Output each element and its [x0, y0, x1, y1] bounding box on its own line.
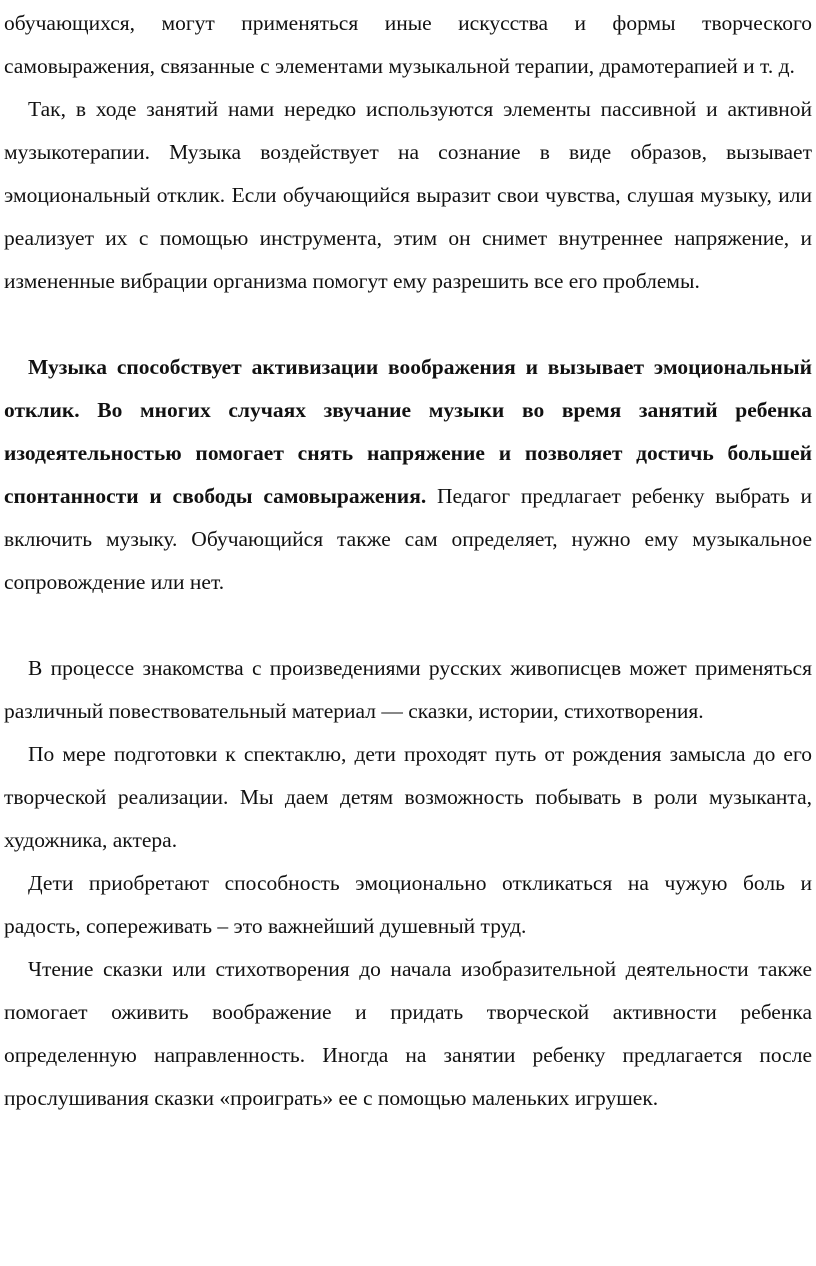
paragraph-painters: В процессе знакомства с произведениями русских живописцев может применяться различный повествовательный материал — сказки, истории, стихотворения.: [4, 656, 812, 723]
paragraph-music-therapy: Так, в ходе занятий нами нередко используются элементы пассивной и активной музыкотерапии. Музыка воздействует на сознание в виде образов, вызывает эмоциональный отклик. Если обучающийся выразит свои чувства, слушая музыку, или реализует их с помощью инструмента, этим он снимет внутреннее напряжение, и измененные вибрации организма помогут ему разрешить все его проблемы.: [4, 97, 812, 293]
paragraph-performance: По мере подготовки к спектаклю, дети проходят путь от рождения замысла до его творческой реализации. Мы даем детям возможность побывать в роли музыканта, художника, актера.: [4, 742, 812, 852]
paragraph-fairy-tale: Чтение сказки или стихотворения до начала изобразительной деятельности также помогает оживить воображение и придать творческой активности ребенка определенную направленность. Иногда на занятии ребенку предлагается после прослушивания сказки «проиграть» ее с помощью маленьких игрушек.: [4, 957, 812, 1110]
paragraph-continuation: обучающихся, могут применяться иные искусства и формы творческого самовыражения, связанные с элементами музыкальной терапии, драмотерапией и т. д.: [4, 11, 812, 78]
paragraph-gap: [4, 604, 812, 647]
paragraph-gap: [4, 303, 812, 346]
regular-statement: Педагог предлагает ребенку выбрать и включить музыку. Обучающийся также сам определяет, нужно ему музыкальное сопровождение или нет.: [4, 484, 812, 594]
paragraph-music-imagination: [4, 346, 812, 604]
bold-statement: Музыка способствует активизации воображения и вызывает эмоциональный отклик. Во многих случаях звучание музыки во время занятий ребенка изодеятельностью помогает снять напряжение и позволяет достичь большей спонтанности и свободы самовыражения.: [4, 355, 812, 508]
paragraph-empathy: Дети приобретают способность эмоционально откликаться на чужую боль и радость, сопереживать – это важнейший душевный труд.: [4, 871, 812, 938]
